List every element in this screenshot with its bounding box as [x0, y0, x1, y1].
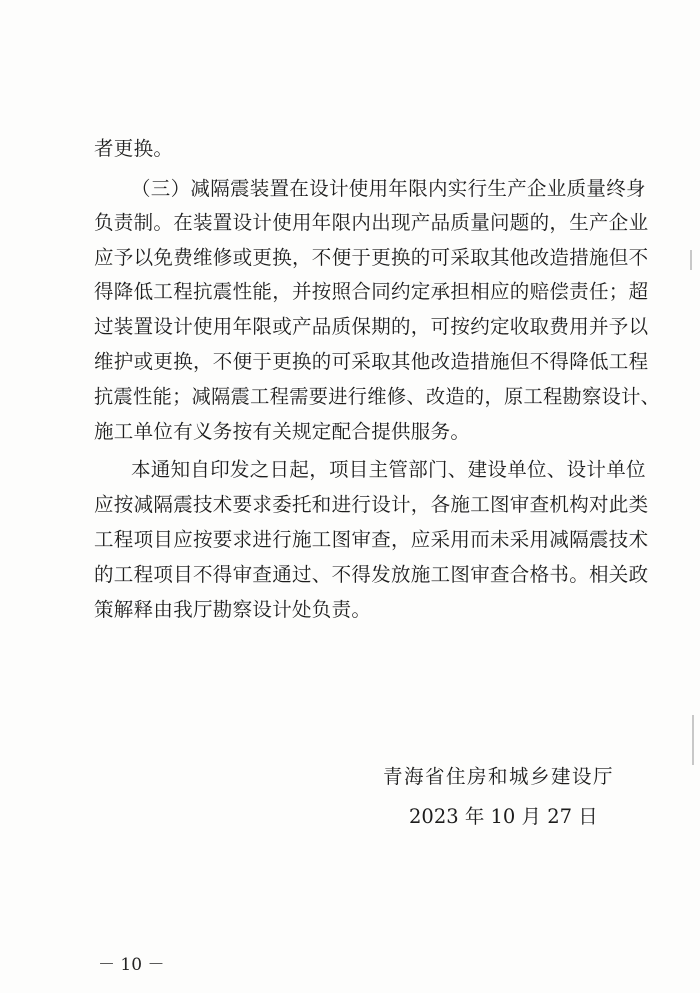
- body-line: 者更换。: [94, 137, 174, 160]
- page-number: － 10 －: [98, 955, 165, 975]
- body-line: 本通知自印发之日起，项目主管部门、建设单位、设计单位: [131, 458, 646, 481]
- body-line: 过装置设计使用年限或产品质保期的，可按约定收取费用并予以: [94, 315, 649, 338]
- body-line: 施工单位有义务按有关规定配合提供服务。: [94, 420, 471, 443]
- scan-artifact: [690, 250, 692, 270]
- body-line: 应按减隔震技术要求委托和进行设计，各施工图审查机构对此类: [94, 493, 649, 516]
- body-line: 策解释由我厅勘察设计处负责。: [94, 598, 372, 621]
- signature-date: 2023 年 10 月 27 日: [409, 805, 598, 828]
- scan-artifact: [692, 715, 694, 765]
- body-line: （三）减隔震装置在设计使用年限内实行生产企业质量终身: [131, 177, 646, 200]
- body-line: 抗震性能；减隔震工程需要进行维修、改造的，原工程勘察设计、: [94, 385, 661, 408]
- body-line: 维护或更换，不便于更换的可采取其他改造措施但不得降低工程: [94, 350, 649, 373]
- body-line: 得降低工程抗震性能，并按照合同约定承担相应的赔偿责任；超: [94, 280, 649, 303]
- body-line: 应予以免费维修或更换，不便于更换的可采取其他改造措施但不: [94, 246, 649, 269]
- body-line: 的工程项目不得审查通过、不得发放施工图审查合格书。相关政: [94, 563, 649, 586]
- body-line: 负责制。在装置设计使用年限内出现产品质量问题的，生产企业: [94, 211, 649, 234]
- body-line: 工程项目应按要求进行施工图审查，应采用而未采用减隔震技术: [94, 528, 649, 551]
- signature-organization: 青海省住房和城乡建设厅: [383, 765, 615, 788]
